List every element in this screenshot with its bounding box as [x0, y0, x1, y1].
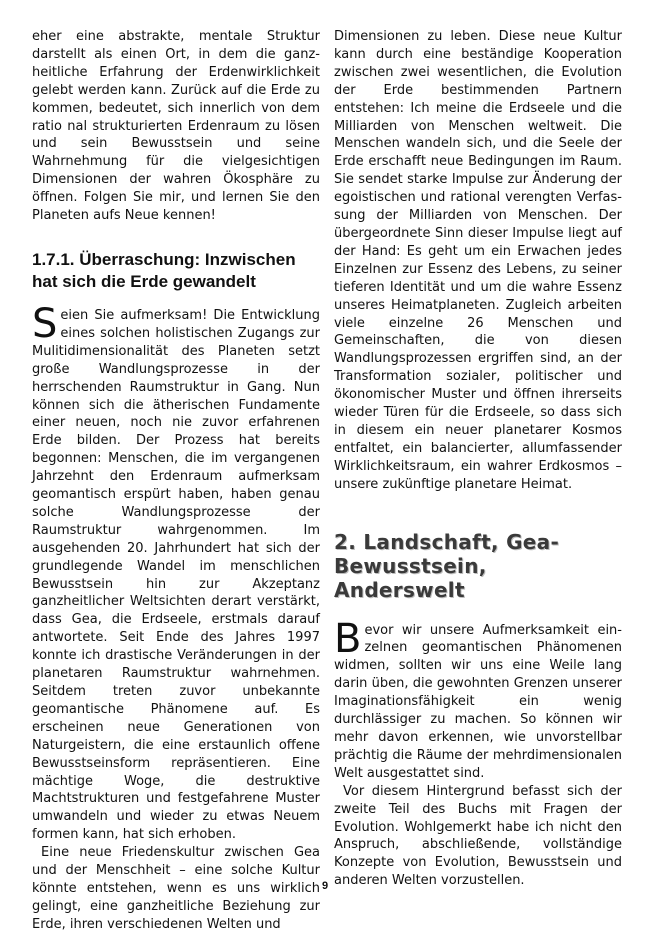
section-heading-1-7-1: 1.7.1. Überraschung: Inzwischen hat sich die Erde gewandelt: [32, 249, 296, 291]
chapter-heading-2: 2. Landschaft, Gea-Bewusstsein, Anderswelt: [334, 529, 560, 602]
right-column: [334, 28, 622, 890]
drop-cap: B: [334, 615, 362, 662]
paragraph-1: [32, 300, 320, 844]
paragraph-2: Eine neue Friedenskultur zwischen Gea und der Menschheit – eine solche Kultur könnte entstehen, wenn es uns wirklich gelingt, eine ganzheitliche Beziehung zur Erde, ihren verschiedenen Welten und: [32, 845, 320, 932]
page-number: 9: [321, 880, 329, 892]
left-column: [32, 28, 320, 934]
paragraph-1-text: eien Sie aufmerksam! Die Entwicklung eines solchen holistischen Zugangs zur Mulitidimensionalität des Planeten setzt große Wandlungsprozesse in der herrschenden Raumstruktur in Gang. Nun können sich die ätherischen Fundamente einer neuen, noch nie zuvor erfahrenen Erde bilden. Der Prozess hat bereits begonnen: Menschen, die im vergangenen Jahrzehnt den Erdenraum aufmerksam geomantisch erspürt haben, haben genau solche Wandlungsprozesse der Raumstruktur wahrgenommen. Im ausgehenden 20. Jahrhundert hat sich der grundlegende Wandel im menschlichen Bewusstsein hin zur Akzeptanz ganzheitlicher Weltsichten derart verstärkt, dass Gea, die Erdseele, erstmals darauf antwortete. Seit Ende des Jahres 1997 konnte ich drastische Veränderungen in der planetaren Raumstruktur wahrnehmen. Seitdem treten zuvor unbekannte geomantische Phänomene auf. Es erscheinen neue Generationen von Naturgeistern, die eine erstaunlich offene Bewusstseinsform repräsentieren. Eine mächtige Woge, die destruktive Machtstrukturen und festgefahrene Muster umwandeln und wieder zu etwas Neuem formen kann, hat sich erhoben.: [32, 307, 320, 843]
drop-cap: S: [32, 300, 58, 347]
paragraph-3-text: evor wir unsere Aufmerksamkeit einzelnen geomantischen Phänomenen widmen, sollten wir uns eine Weile lang darin üben, die gewohnten Grenzen unserer Imaginationsfähigkeit ein wenig durchlässiger zu machen. So können wir mehr davon erkennen, wie unvorstellbar prächtig die Räume der mehrdimensionalen Welt ausgestattet sind.: [334, 622, 622, 781]
paragraph-4: Vor diesem Hintergrund befasst sich der zweite Teil des Buchs mit Fragen der Evolution. Wohlgemerkt habe ich nicht den Anspruch, abschließende, vollständige Konzepte von Evolution, Bewusstsein und anderen Welten vorzustellen.: [334, 783, 622, 889]
paragraph-continued: Dimensionen zu leben. Diese neue Kultur kann durch eine beständige Kooperation zwischen zwei wesentlichen, die Evolution der Erde bestimmenden Partnern entstehen: Ich meine die Erdseele und die Milliarden von Menschen weltweit. Die Menschen wandeln sich, und die Seele der Erde erschafft neue Bedingungen im Raum. Sie sendet starke Impulse zur Änderung der egoistischen und rational verengten Verfassung der Milliarden von Menschen. Der übergeordnete Sinn dieser Impulse liegt auf der Hand: Es geht um ein Erwachen jedes Einzelnen zur Essenz des Lebens, zu seiner tieferen Identität und um die wahre Essenz unseres Heimatplaneten. Zugleich arbeiten viele einzelne 26 Menschen und Gemeinschaften, die von diesen Wandlungsprozessen ergriffen sind, an der Transformation sozialer, politischer und ökonomischer Muster und öffnen ihrerseits wieder Türen für die Erdseele, so dass sich in diesem ein neuer planetarer Kosmos entfaltet, ein balancierter, allumfassender Wirklichkeitsraum, ein wahrer Erdkosmos – unsere zukünftige planetare Heimat.: [334, 29, 622, 492]
paragraph-3: [334, 615, 622, 783]
paragraph-intro: eher eine abstrakte, mentale Struktur darstellt als einen Ort, in dem die ganzheitliche Erfahrung der Erdenwirklichkeit gelebt werden kann. Zurück auf die Erde zu kommen, bedeutet, sich innerlich von dem ratio nal strukturierten Erdenraum zu lösen und sein Bewusstsein und seine Wahrnehmung für die vielgesichtigen Dimensionen der wahren Ökosphäre zu öffnen. Folgen Sie mir, und lernen Sie den Planeten aufs Neue kennen!: [32, 29, 320, 224]
